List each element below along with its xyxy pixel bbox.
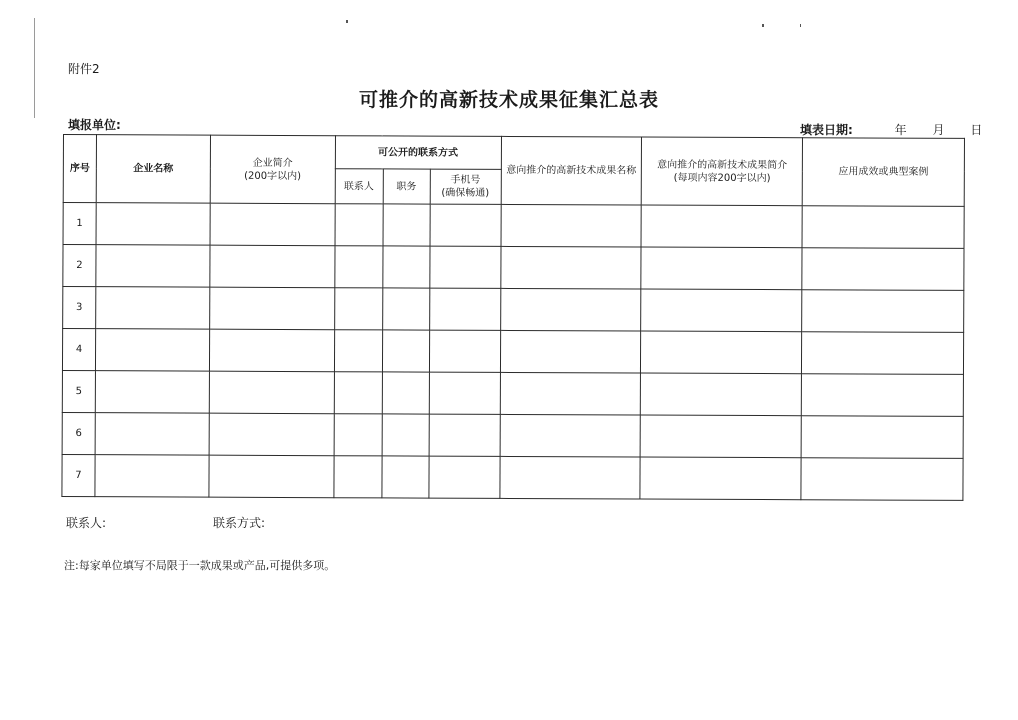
header-company: 企业名称	[96, 135, 210, 203]
cell-contact-person[interactable]	[335, 204, 383, 246]
cell-intro[interactable]	[210, 245, 335, 288]
cell-contact-person[interactable]	[334, 414, 382, 456]
header-intro-note: (200字以内)	[244, 170, 302, 182]
header-phone	[430, 169, 501, 204]
cell-company[interactable]	[95, 329, 209, 371]
page-title: 可推介的高新技术成果征集汇总表	[358, 89, 659, 111]
header-cases: 应用成效或典型案例	[802, 138, 964, 207]
scan-speck	[800, 24, 801, 27]
cell-company[interactable]	[95, 455, 209, 497]
table-row	[63, 203, 964, 249]
row-seq: 2	[63, 245, 96, 287]
collection-table	[61, 134, 965, 501]
cell-achievement-intro[interactable]	[640, 457, 801, 500]
table-row	[62, 329, 963, 375]
row-seq: 5	[62, 370, 95, 412]
table-row	[63, 287, 964, 333]
cell-company[interactable]	[96, 245, 210, 287]
cell-achievement-name[interactable]	[500, 288, 641, 331]
cell-achievement-name[interactable]	[500, 414, 641, 457]
header-intro	[210, 135, 335, 204]
cell-achievement-name[interactable]	[500, 372, 641, 415]
cell-contact-person[interactable]	[334, 288, 382, 330]
cell-company[interactable]	[95, 371, 209, 413]
cell-cases[interactable]	[801, 416, 963, 459]
header-contact-group: 可公开的联系方式	[335, 136, 501, 170]
header-contact-person: 联系人	[335, 169, 383, 204]
cell-phone[interactable]	[429, 414, 500, 456]
header-position: 职务	[383, 169, 430, 204]
cell-phone[interactable]	[428, 456, 499, 498]
month-label: 月	[932, 123, 945, 137]
row-seq: 1	[63, 203, 96, 245]
cell-achievement-name[interactable]	[501, 204, 642, 247]
header-seq: 序号	[63, 135, 96, 203]
cell-achievement-intro[interactable]	[640, 415, 801, 458]
cell-position[interactable]	[382, 456, 429, 498]
cell-intro[interactable]	[209, 371, 334, 414]
cell-position[interactable]	[382, 330, 429, 372]
cell-achievement-name[interactable]	[500, 330, 641, 373]
cell-phone[interactable]	[429, 330, 500, 372]
cell-phone[interactable]	[429, 246, 500, 288]
cell-achievement-name[interactable]	[500, 246, 641, 289]
attachment-label: 附件2	[68, 62, 100, 76]
cell-cases[interactable]	[802, 290, 964, 333]
table-row	[62, 454, 963, 500]
cell-cases[interactable]	[802, 206, 964, 249]
fill-date	[800, 121, 982, 138]
header-achievement-intro	[642, 137, 803, 206]
cell-intro[interactable]	[209, 287, 334, 330]
cell-achievement-intro[interactable]	[641, 331, 802, 374]
cell-contact-person[interactable]	[334, 456, 382, 498]
cell-position[interactable]	[382, 414, 429, 456]
scan-speck	[346, 20, 348, 23]
cell-intro[interactable]	[209, 329, 334, 372]
cell-company[interactable]	[96, 287, 210, 329]
footnote: 注:每家单位填写不局限于一款成果或产品,可提供多项。	[64, 559, 336, 572]
header-achievement-intro-note: (每项内容200字以内)	[673, 172, 771, 184]
fill-unit-label: 填报单位:	[68, 118, 121, 132]
day-label: 日	[970, 123, 983, 137]
fill-date-label: 填表日期:	[800, 123, 853, 137]
scan-speck	[762, 24, 764, 27]
cell-contact-person[interactable]	[334, 330, 382, 372]
row-seq: 7	[62, 454, 95, 496]
cell-contact-person[interactable]	[334, 372, 382, 414]
cell-phone[interactable]	[429, 288, 500, 330]
header-phone-note: (确保畅通)	[441, 187, 490, 199]
cell-position[interactable]	[382, 288, 429, 330]
row-seq: 6	[62, 412, 95, 454]
cell-phone[interactable]	[429, 372, 500, 414]
cell-cases[interactable]	[802, 248, 964, 291]
table-row	[63, 245, 964, 291]
row-seq: 4	[62, 329, 95, 371]
cell-intro[interactable]	[209, 455, 334, 498]
cell-achievement-intro[interactable]	[641, 289, 802, 332]
cell-achievement-intro[interactable]	[641, 373, 802, 416]
header-achievement-intro-label: 意向推介的高新技术成果简介	[657, 159, 788, 171]
header-achievement-name: 意向推介的高新技术成果名称	[501, 136, 642, 205]
header-phone-label: 手机号	[450, 174, 481, 186]
cell-achievement-intro[interactable]	[641, 247, 802, 290]
cell-position[interactable]	[382, 372, 429, 414]
cell-cases[interactable]	[802, 332, 964, 375]
cell-phone[interactable]	[430, 204, 501, 246]
cell-company[interactable]	[95, 413, 209, 455]
footer-contact-label: 联系人:	[66, 516, 107, 530]
header-intro-label: 企业简介	[252, 157, 293, 169]
cell-position[interactable]	[382, 246, 429, 288]
table-row	[62, 370, 963, 416]
year-label: 年	[894, 123, 907, 137]
cell-cases[interactable]	[801, 458, 963, 501]
cell-cases[interactable]	[801, 374, 963, 417]
table-row	[62, 412, 963, 458]
cell-contact-person[interactable]	[335, 246, 383, 288]
cell-position[interactable]	[383, 204, 430, 246]
footer-contact-method-label: 联系方式:	[213, 516, 266, 530]
row-seq: 3	[63, 287, 96, 329]
cell-achievement-intro[interactable]	[641, 205, 802, 248]
cell-company[interactable]	[96, 203, 210, 245]
cell-intro[interactable]	[209, 413, 334, 456]
cell-achievement-name[interactable]	[499, 456, 640, 499]
cell-intro[interactable]	[210, 203, 335, 246]
